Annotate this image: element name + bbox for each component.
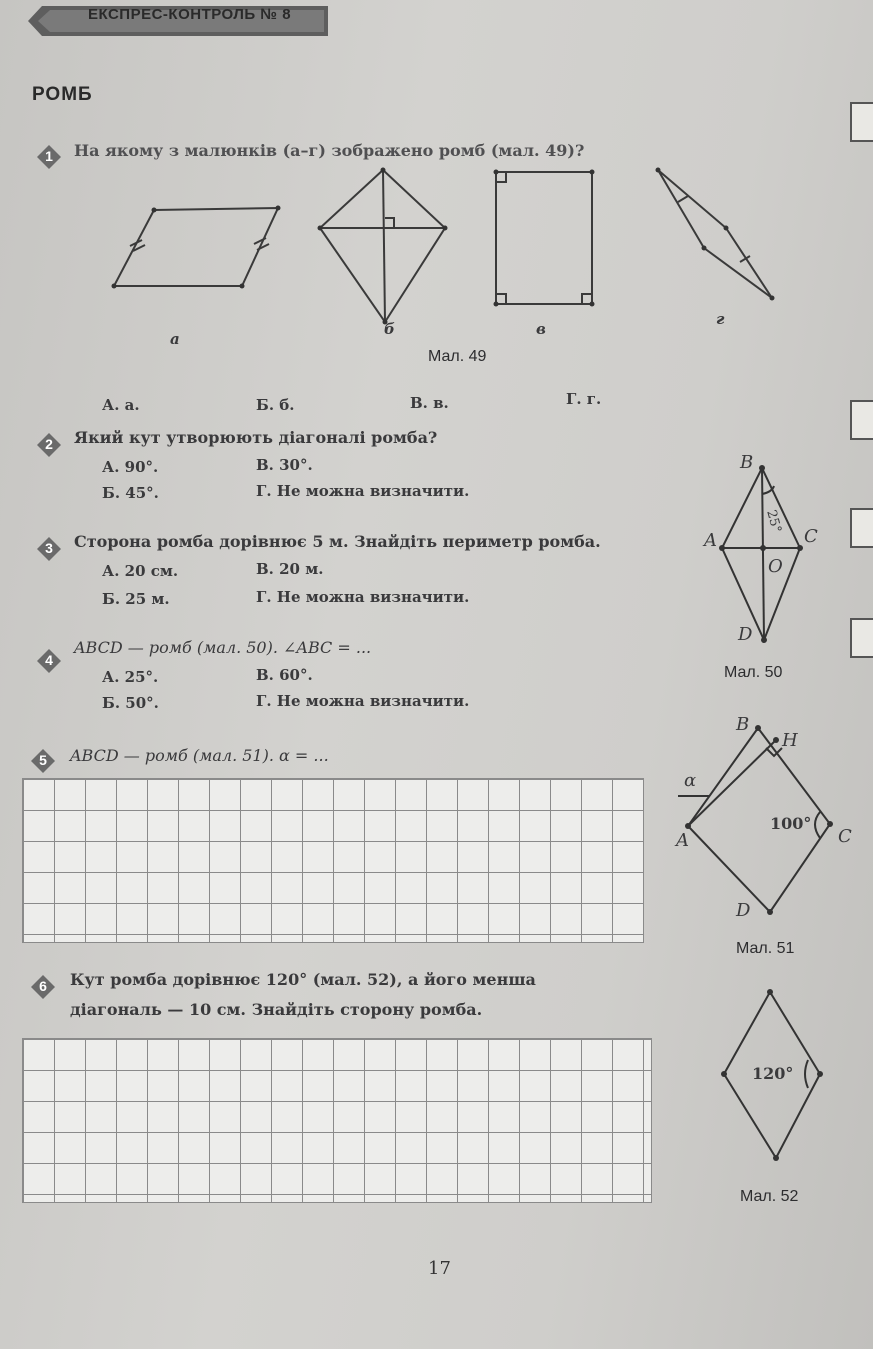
q2-option-g[interactable]: Г. Не можна визначити.	[256, 482, 470, 500]
section-title: РОМБ	[32, 84, 93, 105]
fig50-point-c: C	[804, 526, 818, 547]
fig51-point-d: D	[736, 900, 751, 921]
question-2-number: 2	[36, 432, 62, 458]
q3-option-v[interactable]: В. 20 м.	[256, 560, 324, 578]
fig49-label-v: в	[536, 320, 546, 338]
figure-51-caption: Мал. 51	[736, 940, 795, 957]
fig50-angle: 25°	[763, 508, 784, 535]
figure-49	[100, 160, 790, 350]
fig50-point-d: D	[738, 624, 753, 645]
q1-option-a[interactable]: А. а.	[102, 396, 140, 414]
figure-50-caption: Мал. 50	[724, 664, 783, 681]
q1-option-v[interactable]: В. в.	[410, 394, 449, 412]
figure-49-caption: Мал. 49	[428, 348, 487, 365]
answer-grid-6[interactable]	[22, 1038, 652, 1203]
q3-option-g[interactable]: Г. Не можна визначити.	[256, 588, 470, 606]
question-3-text: Сторона ромба дорівнює 5 м. Знайдіть периметр ромба.	[74, 532, 601, 551]
fig51-point-c: C	[838, 826, 852, 847]
q3-option-a[interactable]: А. 20 см.	[102, 562, 179, 580]
fig50-point-o: O	[768, 556, 783, 577]
fig51-point-b: B	[736, 714, 750, 735]
q4-option-v[interactable]: В. 60°.	[256, 666, 313, 684]
question-3-number: 3	[36, 536, 62, 562]
question-6-text-line1: Кут ромба дорівнює 120° (мал. 52), а його менша	[70, 970, 536, 989]
fig49-label-a: а	[170, 330, 180, 348]
q1-option-b[interactable]: Б. б.	[256, 396, 295, 414]
fig51-angle: 100°	[770, 814, 812, 833]
figure-52-caption: Мал. 52	[740, 1188, 799, 1205]
question-1-number: 1	[36, 144, 62, 170]
question-4-text: ABCD — ромб (мал. 50). ∠ABC = ...	[74, 638, 372, 657]
q4-option-b[interactable]: Б. 50°.	[102, 694, 159, 712]
q4-option-a[interactable]: А. 25°.	[102, 668, 159, 686]
q2-option-b[interactable]: Б. 45°.	[102, 484, 159, 502]
question-6-number: 6	[30, 974, 56, 1000]
question-4-number: 4	[36, 648, 62, 674]
q3-option-b[interactable]: Б. 25 м.	[102, 590, 170, 608]
banner-text: ЕКСПРЕС-КОНТРОЛЬ № 8	[88, 6, 292, 23]
answer-box-3[interactable]	[850, 508, 873, 548]
question-1-text: На якому з малюнків (а–г) зображено ромб (мал. 49)?	[74, 141, 585, 160]
fig49-label-g: г	[716, 310, 725, 328]
fig51-point-a: A	[676, 830, 689, 851]
question-5-text: ABCD — ромб (мал. 51). α = ...	[70, 746, 329, 765]
q2-option-v[interactable]: В. 30°.	[256, 456, 313, 474]
q4-option-g[interactable]: Г. Не можна визначити.	[256, 692, 470, 710]
page-number: 17	[428, 1258, 451, 1279]
q1-option-g[interactable]: Г. г.	[566, 390, 602, 408]
question-6-text-line2: діагональ — 10 см. Знайдіть сторону ромба.	[70, 1000, 483, 1019]
q2-option-a[interactable]: А. 90°.	[102, 458, 159, 476]
figure-50	[700, 448, 820, 658]
answer-box-4[interactable]	[850, 618, 873, 658]
question-5-number: 5	[30, 748, 56, 774]
fig50-point-a: A	[704, 530, 717, 551]
figure-51	[670, 716, 860, 926]
fig52-angle: 120°	[752, 1064, 794, 1083]
header-banner	[28, 2, 328, 42]
answer-grid-5[interactable]	[22, 778, 644, 943]
question-2-text: Який кут утворюють діагоналі ромба?	[74, 428, 438, 447]
fig49-label-b: б	[384, 320, 395, 338]
fig51-alpha: α	[684, 770, 697, 791]
answer-box-1[interactable]	[850, 102, 873, 142]
fig50-point-b: B	[740, 452, 754, 473]
answer-box-2[interactable]	[850, 400, 873, 440]
fig51-point-h: H	[782, 730, 798, 751]
